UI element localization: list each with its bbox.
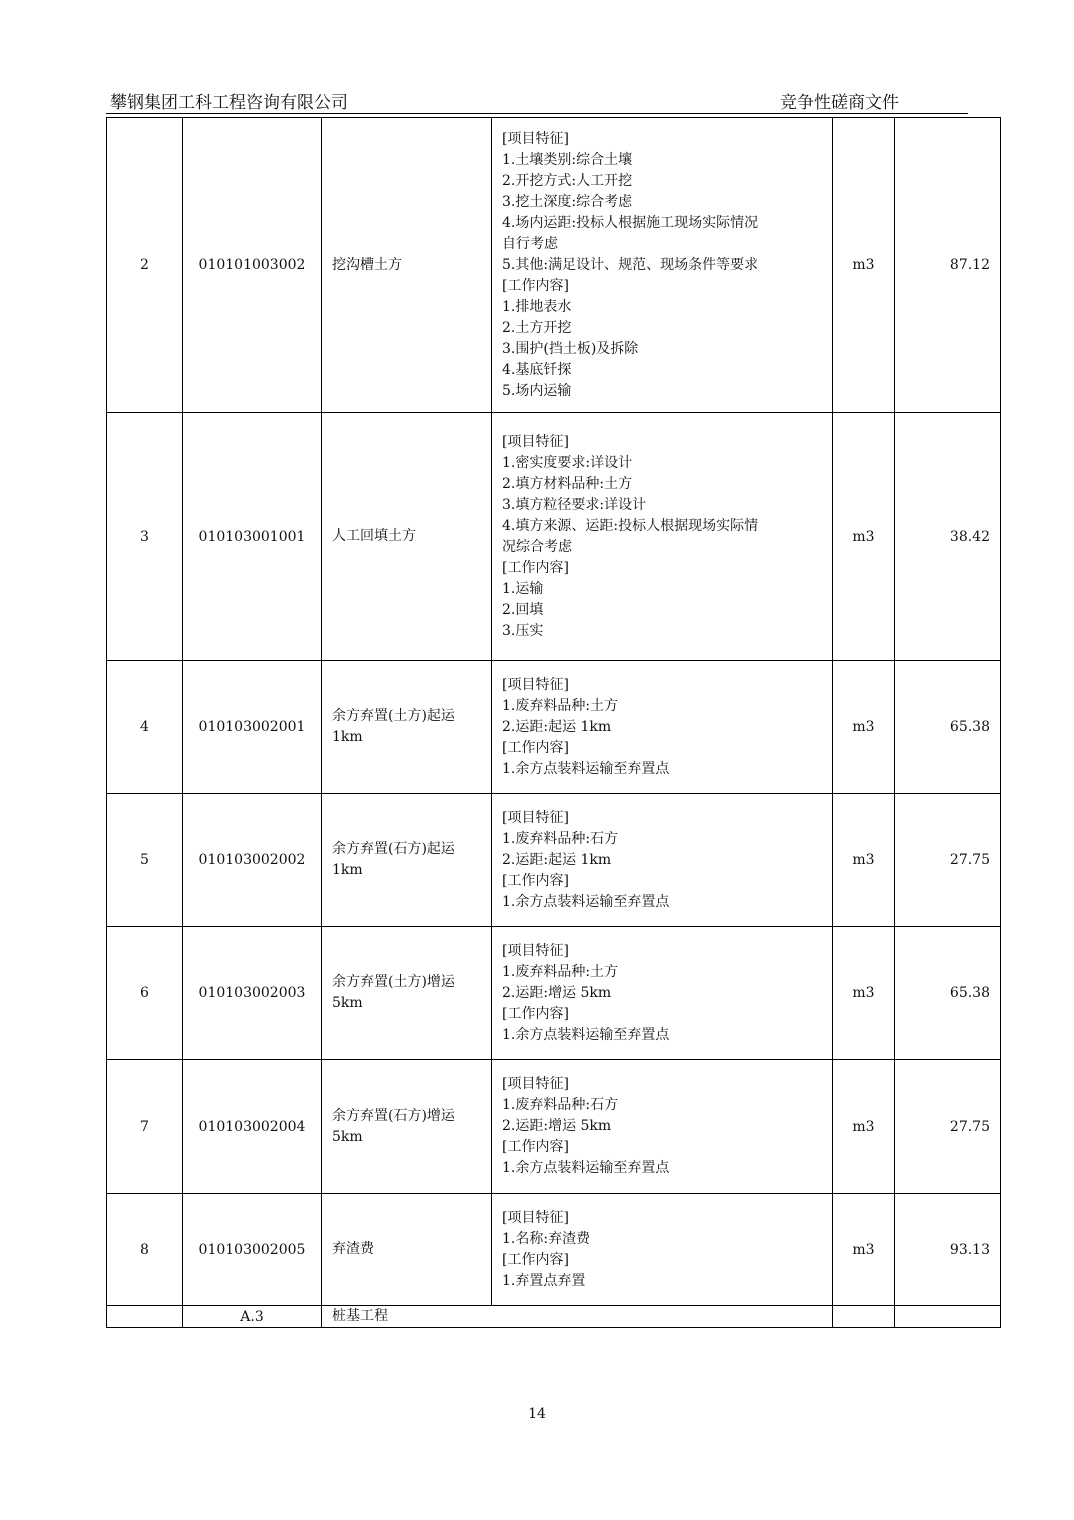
item-description	[492, 661, 833, 794]
section-code: A.3	[183, 1306, 322, 1328]
description-line: 1.余方点装料运输至弃置点	[502, 893, 670, 910]
description-line: 3.围护(挡土板)及拆除	[502, 340, 639, 357]
description-line: 1.排地表水	[502, 298, 572, 315]
description-line: [工作内容]	[502, 277, 569, 294]
description-line: 1.运输	[502, 580, 544, 597]
description-line: 1.密实度要求:详设计	[502, 454, 633, 471]
item-name: 弃渣费	[322, 1194, 492, 1306]
description-line: 1.废弃料品种:石方	[502, 1097, 619, 1113]
description-line: [工作内容]	[502, 1139, 569, 1155]
item-unit: m3	[833, 118, 895, 413]
table-row	[107, 661, 1001, 794]
description-line: 1.废弃料品种:土方	[502, 963, 619, 980]
description-line: 1.废弃料品种:土方	[502, 697, 619, 714]
table-row	[107, 413, 1001, 661]
description-line: 3.填方粒径要求:详设计	[502, 496, 647, 513]
item-code: 010103002002	[183, 794, 322, 927]
table-row	[107, 794, 1001, 927]
section-row	[107, 1306, 1001, 1328]
description-line: 1.废弃料品种:石方	[502, 830, 619, 847]
description-line: [工作内容]	[502, 739, 569, 756]
description-line: [项目特征]	[502, 130, 569, 147]
item-quantity: 27.75	[895, 1060, 1001, 1194]
item-unit: m3	[833, 661, 895, 794]
item-code: 010103002001	[183, 661, 322, 794]
description-line: [工作内容]	[502, 872, 569, 889]
item-name: 余方弃置(土方)增运 5km	[322, 927, 492, 1060]
description-line: [工作内容]	[502, 559, 569, 576]
table-row	[107, 118, 1001, 413]
item-code: 010103001001	[183, 413, 322, 661]
description-line: 1.土壤类别:综合土壤	[502, 151, 633, 168]
item-description	[492, 927, 833, 1060]
description-line: [项目特征]	[502, 942, 569, 959]
header-divider	[106, 113, 968, 114]
description-line: 2.开挖方式:人工开挖	[502, 172, 633, 189]
item-description	[492, 413, 833, 661]
description-line: [项目特征]	[502, 1209, 569, 1226]
item-code: 010101003002	[183, 118, 322, 413]
item-quantity: 93.13	[895, 1194, 1001, 1306]
description-line: 自行考虑	[502, 235, 558, 252]
item-code: 010103002004	[183, 1060, 322, 1194]
bill-of-quantities-table	[106, 117, 1001, 1328]
row-seq: 3	[107, 413, 183, 661]
row-seq: 6	[107, 927, 183, 1060]
section-unit	[833, 1306, 895, 1328]
description-line: [项目特征]	[502, 676, 569, 693]
description-line: 1.余方点装料运输至弃置点	[502, 760, 670, 777]
item-name: 余方弃置(石方)起运 1km	[322, 794, 492, 927]
description-line: [项目特征]	[502, 433, 569, 450]
item-code: 010103002005	[183, 1194, 322, 1306]
description-line: [项目特征]	[502, 809, 569, 826]
description-line: 况综合考虑	[502, 538, 572, 555]
item-quantity: 65.38	[895, 661, 1001, 794]
description-line: 2.填方材料品种:土方	[502, 475, 633, 492]
item-unit: m3	[833, 1194, 895, 1306]
description-line: 1.余方点装料运输至弃置点	[502, 1160, 670, 1176]
item-code: 010103002003	[183, 927, 322, 1060]
item-unit: m3	[833, 413, 895, 661]
item-description	[492, 118, 833, 413]
page-number: 14	[528, 1406, 546, 1422]
row-seq: 7	[107, 1060, 183, 1194]
section-name: 桩基工程	[322, 1306, 833, 1328]
item-description	[492, 794, 833, 927]
description-line: 2.运距:起运 1km	[502, 851, 612, 868]
description-line: 5.场内运输	[502, 382, 572, 399]
table-row	[107, 1194, 1001, 1306]
description-line: 2.土方开挖	[502, 319, 572, 336]
item-quantity: 87.12	[895, 118, 1001, 413]
item-name: 挖沟槽土方	[322, 118, 492, 413]
item-quantity: 65.38	[895, 927, 1001, 1060]
table-row	[107, 927, 1001, 1060]
description-line: 4.基底钎探	[502, 361, 572, 378]
row-seq: 2	[107, 118, 183, 413]
description-line: 2.运距:增运 5km	[502, 984, 612, 1001]
item-description	[492, 1060, 833, 1194]
item-unit: m3	[833, 1060, 895, 1194]
item-name: 余方弃置(土方)起运 1km	[322, 661, 492, 794]
description-line: 3.压实	[502, 622, 544, 639]
description-line: 5.其他:满足设计、规范、现场条件等要求	[502, 256, 759, 273]
row-seq: 5	[107, 794, 183, 927]
item-name: 余方弃置(石方)增运 5km	[322, 1060, 492, 1194]
document-title: 竞争性磋商文件	[780, 93, 899, 113]
item-quantity: 38.42	[895, 413, 1001, 661]
section-qty	[895, 1306, 1001, 1328]
description-line: 4.填方来源、运距:投标人根据现场实际情	[502, 517, 759, 534]
description-line: 1.余方点装料运输至弃置点	[502, 1026, 670, 1043]
section-seq	[107, 1306, 183, 1328]
item-unit: m3	[833, 927, 895, 1060]
bill-table-body	[107, 118, 1001, 1328]
description-line: 2.运距:起运 1km	[502, 718, 612, 735]
company-name: 攀钢集团工科工程咨询有限公司	[110, 93, 348, 113]
description-line: 3.挖土深度:综合考虑	[502, 193, 633, 210]
description-line: [项目特征]	[502, 1076, 569, 1092]
description-line: 1.名称:弃渣费	[502, 1230, 591, 1247]
row-seq: 4	[107, 661, 183, 794]
item-quantity: 27.75	[895, 794, 1001, 927]
description-line: 1.弃置点弃置	[502, 1272, 586, 1289]
row-seq: 8	[107, 1194, 183, 1306]
description-line: 4.场内运距:投标人根据施工现场实际情况	[502, 214, 759, 231]
description-line: 2.回填	[502, 601, 544, 618]
item-description	[492, 1194, 833, 1306]
description-line: 2.运距:增运 5km	[502, 1118, 612, 1134]
description-line: [工作内容]	[502, 1251, 569, 1268]
item-name: 人工回填土方	[322, 413, 492, 661]
item-unit: m3	[833, 794, 895, 927]
description-line: [工作内容]	[502, 1005, 569, 1022]
table-row	[107, 1060, 1001, 1194]
